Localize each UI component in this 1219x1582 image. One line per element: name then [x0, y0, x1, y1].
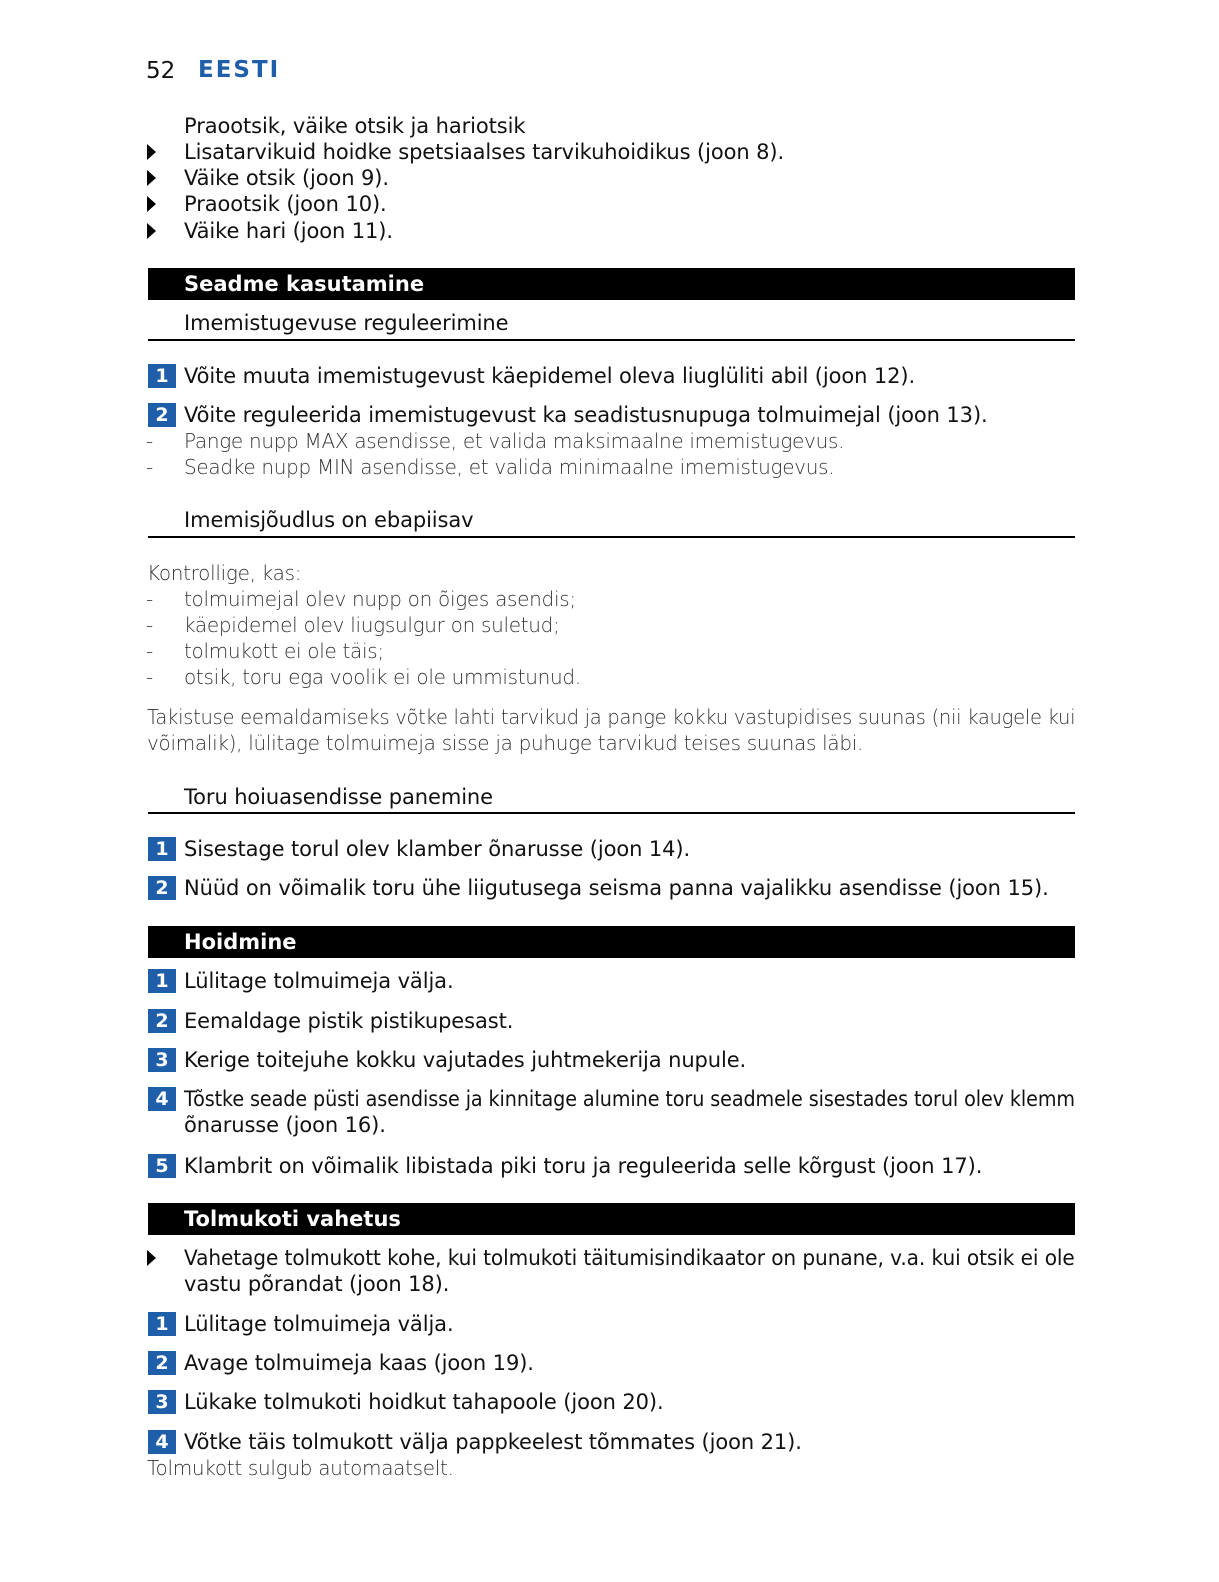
divider	[148, 536, 1075, 538]
step-number: 3	[148, 1390, 176, 1414]
bullet-text: Vahetage tolmukott kohe, kui tolmukoti täitumisindikaator on punane, v.a. kui otsik ei ole	[184, 1246, 1075, 1270]
step-text: Eemaldage pistik pistikupesast.	[184, 1009, 514, 1033]
bullet-icon	[147, 144, 156, 160]
list-item: Lisatarvikuid hoidke spetsiaalses tarvikuhoidikus (joon 8).	[184, 140, 785, 164]
step-number: 2	[148, 1351, 176, 1375]
step-number: 2	[148, 876, 176, 900]
step-text: Võite muuta imemistugevust käepidemel oleva liuglüliti abil (joon 12).	[184, 364, 916, 388]
bullet-text: vastu põrandat (joon 18).	[184, 1272, 450, 1296]
step-text: Võtke täis tolmukott välja pappkeelest tõmmates (joon 21).	[184, 1430, 802, 1454]
divider	[148, 812, 1075, 814]
step-text: õnarusse (joon 16).	[184, 1113, 386, 1137]
step-text: Klambrit on võimalik libistada piki toru ja reguleerida selle kõrgust (joon 17).	[184, 1154, 983, 1178]
step-text: Nüüd on võimalik toru ühe liigutusega seisma panna vajalikku asendisse (joon 15).	[184, 876, 1049, 900]
bullet-icon	[147, 196, 156, 212]
step-text: Kerige toitejuhe kokku vajutades juhtmekerija nupule.	[184, 1048, 747, 1072]
list-item: Praootsik (joon 10).	[184, 192, 387, 216]
divider	[148, 339, 1075, 341]
dash-marker: -	[146, 429, 154, 453]
step-number: 1	[148, 1312, 176, 1336]
section-title: Tolmukoti vahetus	[184, 1207, 401, 1231]
step-text: Lükake tolmukoti hoidkut tahapoole (joon 20).	[184, 1390, 664, 1414]
dash-item: käepidemel olev liugsulgur on suletud;	[184, 613, 560, 637]
step-number: 2	[148, 1009, 176, 1033]
section-title: Hoidmine	[184, 930, 297, 954]
step-number: 3	[148, 1048, 176, 1072]
dash-marker: -	[146, 613, 154, 637]
bullet-icon	[147, 170, 156, 186]
dash-item: tolmukott ei ole täis;	[184, 639, 384, 663]
paragraph: Takistuse eemaldamiseks võtke lahti tarvikud ja pange kokku vastupidises suunas (nii kaugele kui	[147, 705, 1076, 729]
step-number: 1	[148, 364, 176, 388]
list-item: Väike hari (joon 11).	[184, 219, 393, 243]
note-text: Tolmukott sulgub automaatselt.	[147, 1456, 454, 1480]
step-number: 2	[148, 403, 176, 427]
dash-item: otsik, toru ega voolik ei ole ummistunud.	[184, 665, 581, 689]
step-text: Võite reguleerida imemistugevust ka seadistusnupuga tolmuimejal (joon 13).	[184, 403, 988, 427]
step-text: Sisestage torul olev klamber õnarusse (joon 14).	[184, 837, 691, 861]
step-text: Lülitage tolmuimeja välja.	[184, 1312, 454, 1336]
section-header-care	[148, 926, 1075, 958]
page-number: 52	[146, 58, 176, 84]
list-item: Väike otsik (joon 9).	[184, 166, 389, 190]
step-text: Avage tolmuimeja kaas (joon 19).	[184, 1351, 534, 1375]
bullet-icon	[147, 1250, 156, 1266]
paragraph: võimalik), lülitage tolmuimeja sisse ja puhuge tarvikud teises suunas läbi.	[147, 731, 864, 755]
step-number: 4	[148, 1087, 176, 1111]
dash-item: Pange nupp MAX asendisse, et valida maksimaalne imemistugevus.	[184, 429, 845, 453]
dash-marker: -	[146, 639, 154, 663]
dash-item: tolmuimejal olev nupp on õiges asendis;	[184, 587, 576, 611]
section-header-bag	[148, 1203, 1075, 1235]
step-text: Tõstke seade püsti asendisse ja kinnitage alumine toru seadmele sisestades torul olev klemm	[184, 1087, 1075, 1111]
step-number: 5	[148, 1154, 176, 1178]
section-header-usage	[148, 268, 1075, 300]
step-number: 1	[148, 969, 176, 993]
check-intro: Kontrollige, kas:	[147, 561, 302, 585]
bullet-icon	[147, 223, 156, 239]
step-number: 4	[148, 1430, 176, 1454]
language-label: EESTI	[198, 57, 281, 83]
intro-heading: Praootsik, väike otsik ja hariotsik	[184, 114, 526, 138]
subsection-title: Toru hoiuasendisse panemine	[184, 785, 493, 809]
subsection-title: Imemistugevuse reguleerimine	[184, 311, 509, 335]
dash-marker: -	[146, 455, 154, 479]
dash-item: Seadke nupp MIN asendisse, et valida minimaalne imemistugevus.	[184, 455, 835, 479]
step-text: Lülitage tolmuimeja välja.	[184, 969, 454, 993]
subsection-title: Imemisjõudlus on ebapiisav	[184, 508, 474, 532]
section-title: Seadme kasutamine	[184, 272, 425, 296]
step-number: 1	[148, 837, 176, 861]
dash-marker: -	[146, 587, 154, 611]
dash-marker: -	[146, 665, 154, 689]
